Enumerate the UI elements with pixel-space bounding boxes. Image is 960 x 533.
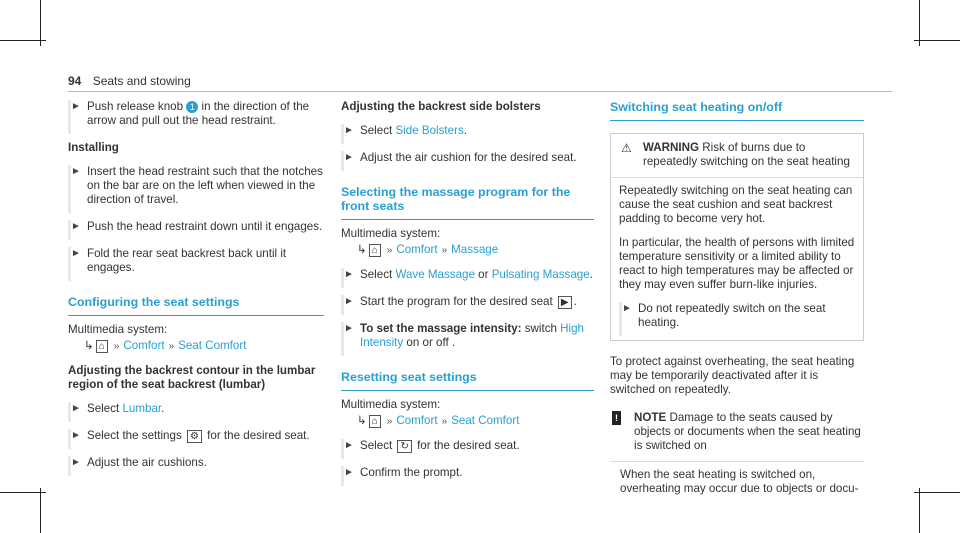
text: Do not repeatedly switch on the seat heating. — [638, 302, 826, 329]
settings-icon: ⚙ — [187, 430, 202, 443]
menu-link-pulsating-massage[interactable]: Pulsating Massage — [491, 268, 590, 281]
note-title: NOTE — [634, 411, 667, 424]
double-chevron-icon: » — [113, 341, 120, 352]
text: . — [573, 295, 577, 308]
callout-number: 1 — [186, 101, 198, 113]
divider — [610, 461, 864, 462]
double-chevron-icon: » — [441, 245, 448, 256]
text: Confirm the prompt. — [360, 466, 463, 479]
note-text: Damage to the seats caused by objects or documents when the seat heating is switched on — [634, 411, 861, 452]
arrow-icon: ► — [344, 125, 354, 136]
paragraph: To protect against overheating, the seat heating may be temporarily deactivated after it is switched on repeatedly. — [610, 355, 855, 396]
double-chevron-icon: » — [386, 416, 393, 427]
text: for the desired seat. — [413, 439, 520, 452]
list-item — [68, 247, 324, 275]
multimedia-label: Multimedia system: — [341, 398, 441, 411]
crop-mark — [0, 492, 46, 493]
multimedia-label: Multimedia system: — [341, 227, 441, 240]
divider — [611, 177, 863, 178]
arrow-icon: ► — [344, 296, 354, 307]
warning-paragraph: Repeatedly switching on the seat heating can cause the seat cushion and seat backrest padding to become very hot. — [619, 184, 853, 225]
text: Push the head restraint down until it engages. — [87, 220, 323, 233]
text: Select — [87, 402, 123, 415]
text: Adjust the air cushions. — [87, 456, 207, 469]
arrow-icon: ► — [344, 323, 354, 334]
menu-link-seat-comfort[interactable]: Seat Comfort — [178, 339, 247, 352]
section-subheading: Installing — [68, 141, 119, 154]
text: Select — [360, 439, 396, 452]
crop-mark — [40, 488, 41, 533]
section-subheading: Adjusting the backrest side bolsters — [341, 100, 541, 113]
section-heading: Resetting seat settings — [341, 370, 594, 391]
text: Fold the rear seat backrest back until it engages. — [87, 247, 287, 274]
arrow-icon: ► — [71, 403, 81, 414]
path-arrow-icon: ↳ — [84, 339, 94, 352]
section-heading: Switching seat heating on/off — [610, 100, 864, 121]
menu-path — [357, 414, 594, 429]
text: Push release knob — [87, 100, 187, 113]
header-rule — [68, 91, 892, 92]
menu-link-comfort[interactable]: Comfort — [396, 414, 438, 427]
menu-link-seat-comfort[interactable]: Seat Comfort — [451, 414, 520, 427]
arrow-icon: ► — [344, 269, 354, 280]
note-paragraph: When the seat heating is switched on, overheating may occur due to objects or docu- — [620, 468, 859, 495]
text: on or off . — [403, 336, 456, 349]
arrow-icon: ► — [344, 152, 354, 163]
column-1 — [68, 100, 324, 483]
warning-box — [610, 133, 864, 341]
page-title: Seats and stowing — [92, 74, 191, 88]
menu-link-comfort[interactable]: Comfort — [396, 243, 438, 256]
column-2 — [341, 100, 594, 493]
menu-link-side-bolsters[interactable]: Side Bolsters — [395, 124, 464, 137]
note-box — [610, 407, 864, 496]
menu-link-intensity[interactable]: Intensity — [360, 336, 404, 349]
arrow-icon: ► — [344, 440, 354, 451]
warning-paragraph: In particular, the health of persons with limited temperature sensitivity or a limited ability to react to high temperatures may be affected or they may even suffer burn-like injuries. — [619, 236, 855, 291]
warning-title: WARNING — [643, 141, 700, 154]
text: switch — [521, 322, 561, 335]
text: To set the massage intensity: — [360, 322, 522, 335]
list-item — [341, 439, 594, 453]
crop-mark — [919, 488, 920, 533]
double-chevron-icon: » — [168, 341, 175, 352]
list-item — [68, 456, 324, 470]
arrow-icon: ► — [71, 430, 81, 441]
text: Select — [360, 124, 396, 137]
text: . — [589, 268, 593, 281]
arrow-icon: ► — [71, 166, 81, 177]
note-header — [610, 411, 864, 453]
path-arrow-icon: ↳ — [357, 243, 367, 256]
double-chevron-icon: » — [386, 245, 393, 256]
list-item — [341, 268, 594, 282]
arrow-icon: ► — [71, 101, 81, 112]
text: . — [161, 402, 165, 415]
text: or — [474, 268, 492, 281]
path-arrow-icon: ↳ — [357, 414, 367, 427]
menu-path — [357, 243, 594, 258]
list-item — [341, 466, 594, 480]
warning-header — [619, 141, 855, 169]
list-item — [341, 322, 594, 350]
list-item — [341, 295, 594, 309]
text: Insert the head restraint such that the notches on the bar are on the left when viewed in the direction of travel. — [87, 165, 323, 206]
menu-link-wave-massage[interactable]: Wave Massage — [395, 268, 475, 281]
text: in the direction of the arrow and pull out the head restraint. — [87, 100, 310, 127]
list-item — [68, 429, 324, 443]
page-number: 94 — [68, 74, 82, 88]
arrow-icon: ► — [71, 221, 81, 232]
page-header — [68, 74, 191, 88]
text: . — [463, 124, 467, 137]
list-item — [68, 165, 324, 207]
section-subheading: Adjusting the backrest contour in the lumbar region of the seat backrest (lumbar) — [68, 364, 316, 391]
note-icon: ! — [612, 411, 621, 425]
list-item — [619, 302, 855, 330]
list-item — [341, 151, 594, 165]
text: Select the settings — [87, 429, 185, 442]
list-item — [341, 124, 594, 138]
arrow-icon: ► — [344, 467, 354, 478]
reset-icon: ↻ — [397, 440, 411, 453]
crop-mark — [0, 40, 46, 41]
home-icon: ⌂ — [369, 244, 381, 257]
menu-link-comfort[interactable]: Comfort — [123, 339, 165, 352]
arrow-icon: ► — [71, 457, 81, 468]
crop-mark — [914, 492, 960, 493]
column-3 — [610, 100, 864, 506]
home-icon: ⌂ — [96, 340, 108, 353]
double-chevron-icon: » — [441, 416, 448, 427]
home-icon: ⌂ — [369, 415, 381, 428]
menu-path — [84, 339, 324, 354]
warning-text: Risk of burns due to repeatedly switching on the seat heating — [643, 141, 850, 168]
warning-icon: ⚠ — [621, 141, 632, 155]
text: Start the program for the desired seat — [360, 295, 556, 308]
list-item — [68, 402, 324, 416]
arrow-icon: ► — [71, 248, 81, 259]
menu-link-lumbar[interactable]: Lumbar — [122, 402, 162, 415]
list-item — [68, 100, 324, 128]
crop-mark — [914, 40, 960, 41]
text: Adjust the air cushion for the desired seat. — [360, 151, 577, 164]
text: Select — [360, 268, 396, 281]
multimedia-label: Multimedia system: — [68, 323, 168, 336]
menu-link-massage[interactable]: Massage — [451, 243, 499, 256]
menu-link-high[interactable]: High — [560, 322, 585, 335]
text: for the desired seat. — [203, 429, 310, 442]
section-heading: Selecting the massage program for the front seats — [341, 185, 594, 220]
play-icon: ▶ — [558, 296, 572, 309]
list-item — [68, 220, 324, 234]
section-heading: Configuring the seat settings — [68, 295, 324, 316]
arrow-icon: ► — [622, 303, 632, 314]
